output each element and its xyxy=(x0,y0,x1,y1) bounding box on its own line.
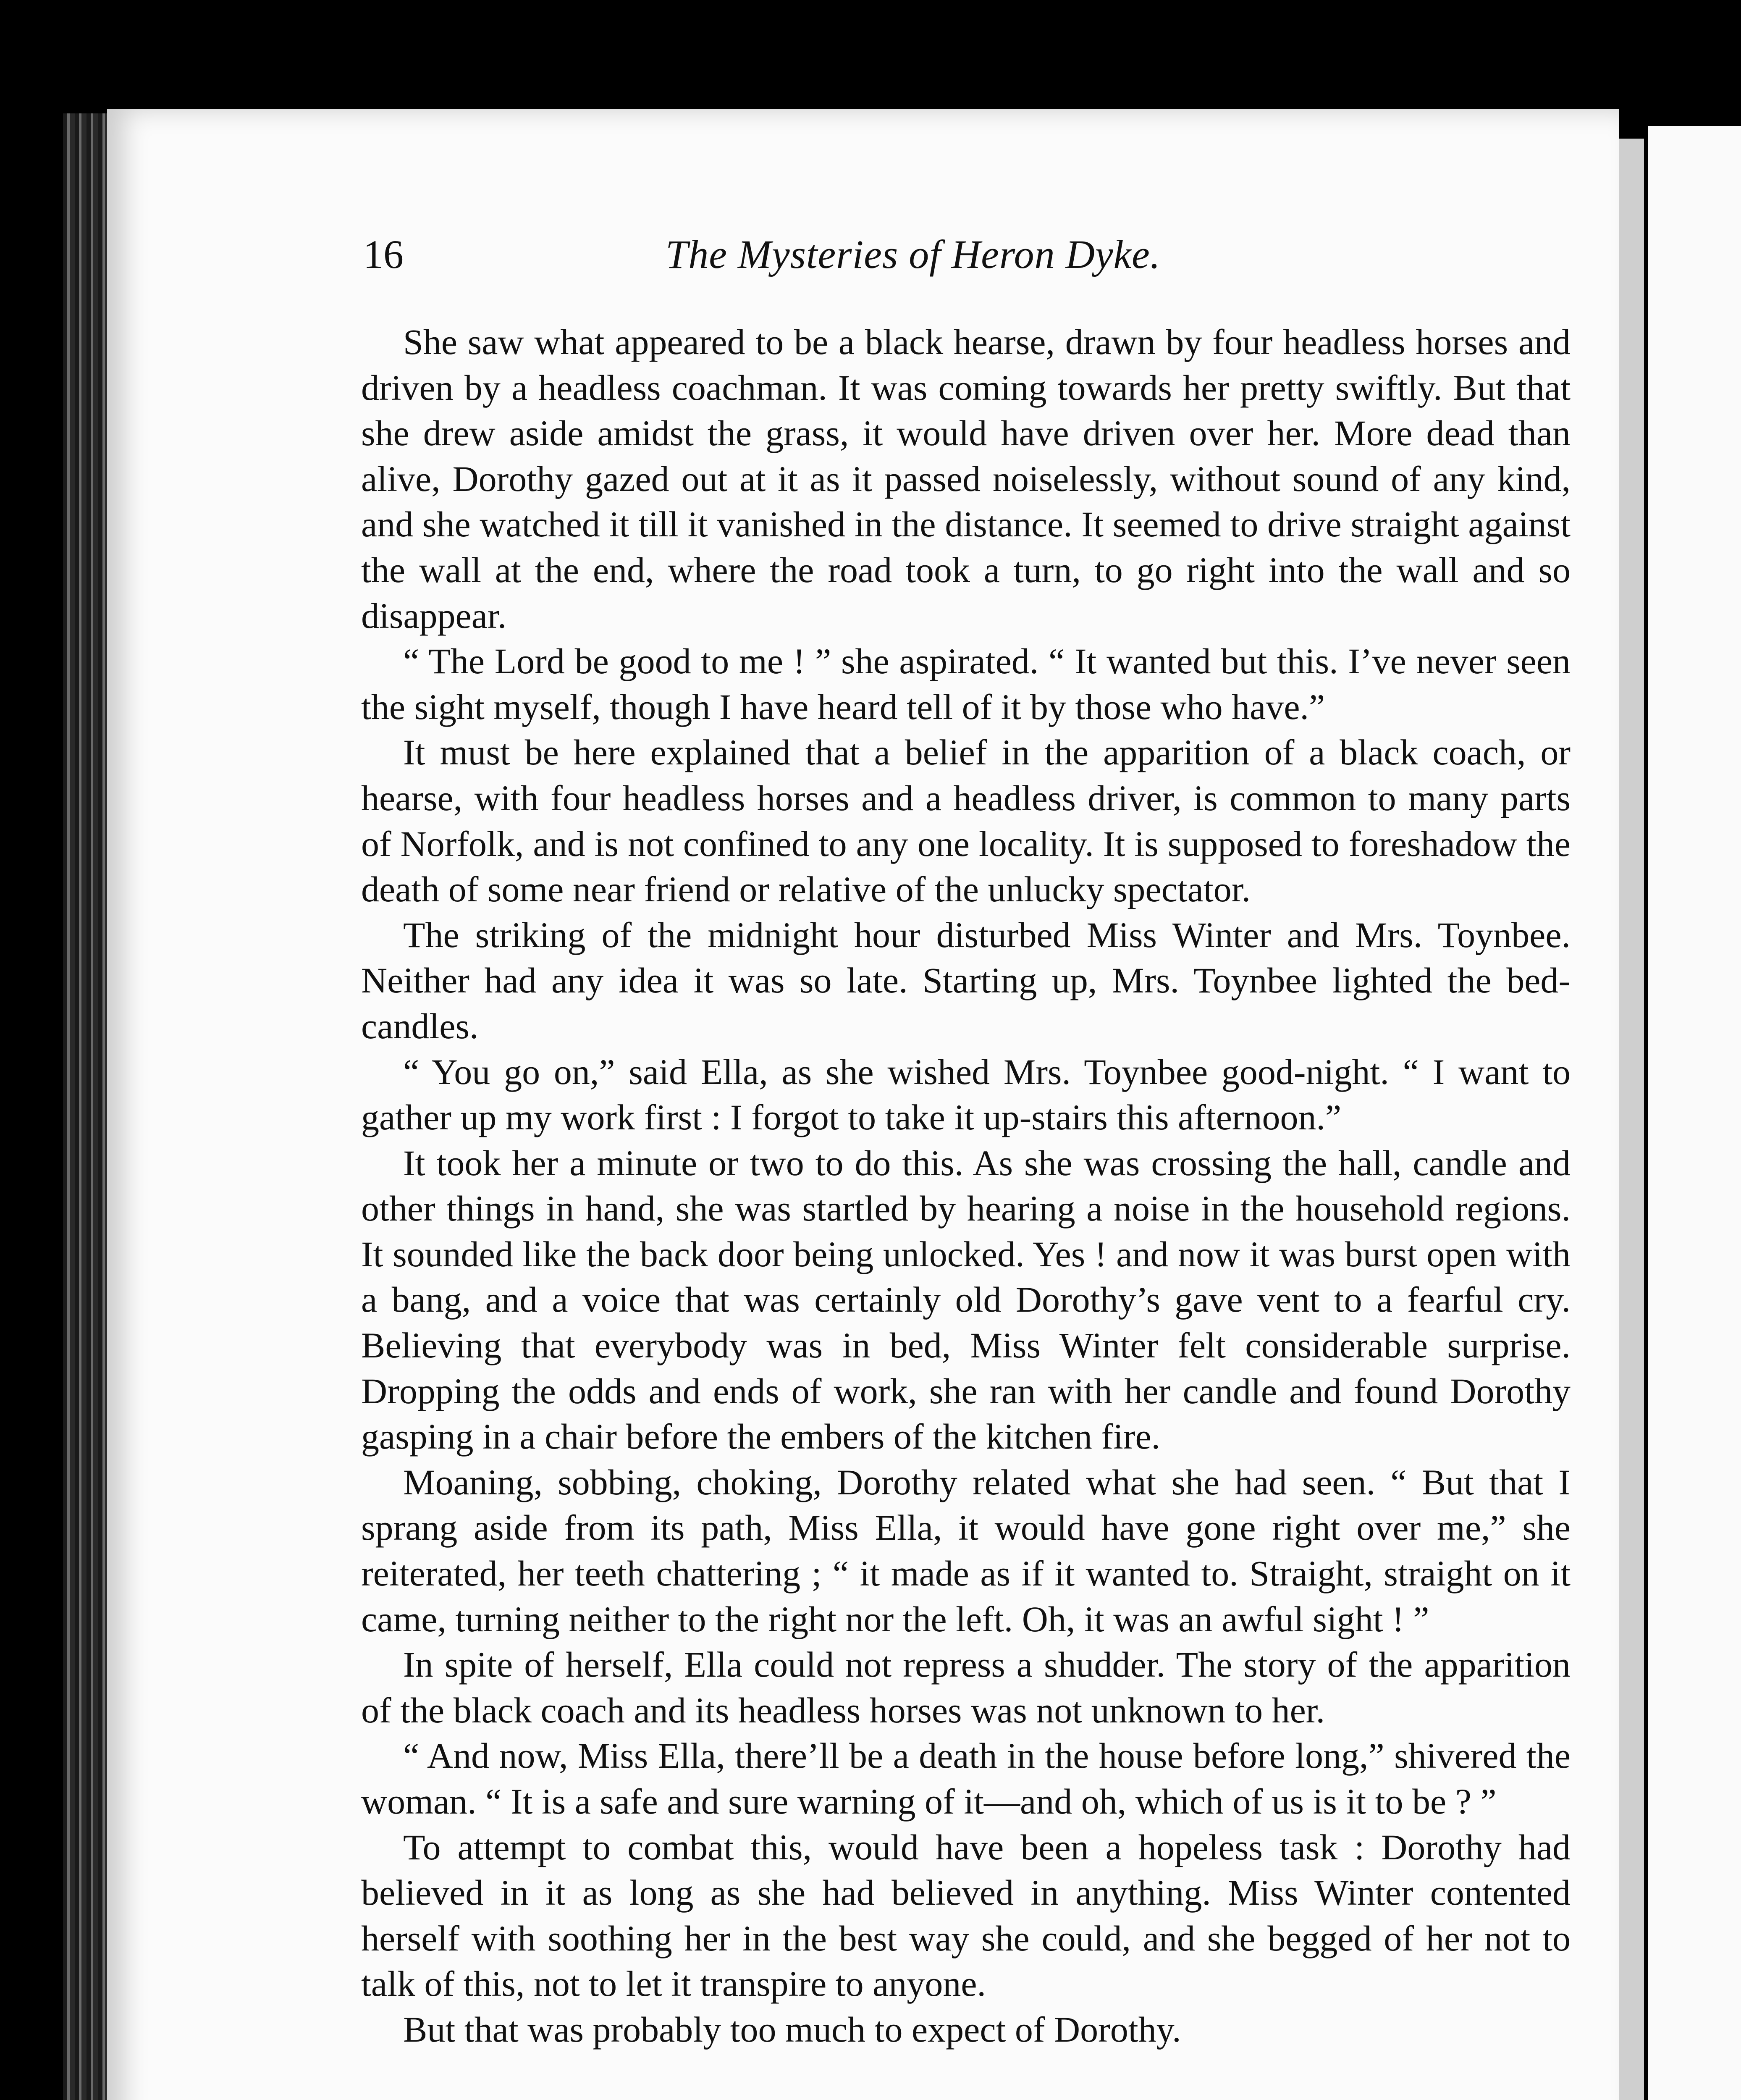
page-edge-shadow xyxy=(1619,139,1644,2100)
paragraph: In spite of herself, Ella could not repress a shudder. The story of the apparition of the black coach and its headless horses was not unknown to her. xyxy=(361,1644,1571,1730)
paragraph: She saw what appeared to be a black hearse, drawn by four headless horses and driven by a headless coachman. It was coming towards her pretty swiftly. But that she drew aside amidst the grass, it would have driven over her. More dead than alive, Dorothy gazed out at it as it passed noiselessly, without sound of any kind, and she watched it till it vanished in the distance. It seemed to drive straight against the wall at the end, where the road took a turn, to go right into the wall and so disappear. xyxy=(361,322,1571,636)
paragraph: “ The Lord be good to me ! ” she aspirated. “ It wanted but this. I’ve never seen the sight myself, though I have heard tell of it by those who have.” xyxy=(361,641,1571,727)
paragraph: Moaning, sobbing, choking, Dorothy related what she had seen. “ But that I sprang aside from its path, Miss Ella, it would have gone right over me,” she reiterated, her teeth chattering ; “ it made as if it wanted to. Straight, straight on it came, turning neither to the right nor the left. Oh, it was an awful sight ! ” xyxy=(361,1462,1571,1639)
paragraph: But that was probably too much to expect of Dorothy. xyxy=(403,2009,1181,2050)
page-number: 16 xyxy=(363,232,404,277)
book-binding-gutter xyxy=(63,113,109,2100)
paragraph: It must be here explained that a belief in the apparition of a black coach, or hearse, with four headless horses and a headless driver, is common to many parts of Norfolk, and is not confined to any one locality. It is supposed to foreshadow the death of some near friend or relative of the unlucky spectator. xyxy=(361,732,1571,910)
paragraph: The striking of the midnight hour disturbed Miss Winter and Mrs. Toynbee. Neither had any idea it was so late. Starting up, Mrs. Toynbee lighted the bed-candles. xyxy=(361,914,1571,1046)
running-head xyxy=(363,231,1573,286)
paragraph: “ And now, Miss Ella, there’ll be a death in the house before long,” shivered the woman. “ It is a safe and sure warning of it—and oh, which of us is it to be ? ” xyxy=(361,1735,1571,1822)
book-title: The Mysteries of Heron Dyke. xyxy=(666,232,1161,277)
paragraph: It took her a minute or two to do this. As she was crossing the hall, candle and other things in hand, she was startled by hearing a noise in the household regions. It sounded like the back door being unlocked. Yes ! and now it was burst open with a bang, and a voice that was certainly old Dorothy’s gave vent to a fearful cry. Believing that everybody was in bed, Miss Winter felt considerable surprise. Dropping the odds and ends of work, she ran with her candle and found Dorothy gasping in a chair before the embers of the kitchen fire. xyxy=(361,1142,1571,1457)
adjacent-page-edge xyxy=(1648,126,1741,2100)
paragraph: To attempt to combat this, would have been a hopeless task : Dorothy had believed in it as long as she had believed in anything. Miss Winter contented herself with soothing her in the best way she could, and she begged of her not to talk of this, not to let it transpire to anyone. xyxy=(361,1827,1571,2004)
paragraph: “ You go on,” said Ella, as she wished Mrs. Toynbee good-night. “ I want to gather up my work first : I forgot to take it up-stairs this afternoon.” xyxy=(361,1051,1571,1138)
body-text xyxy=(361,319,1571,2053)
